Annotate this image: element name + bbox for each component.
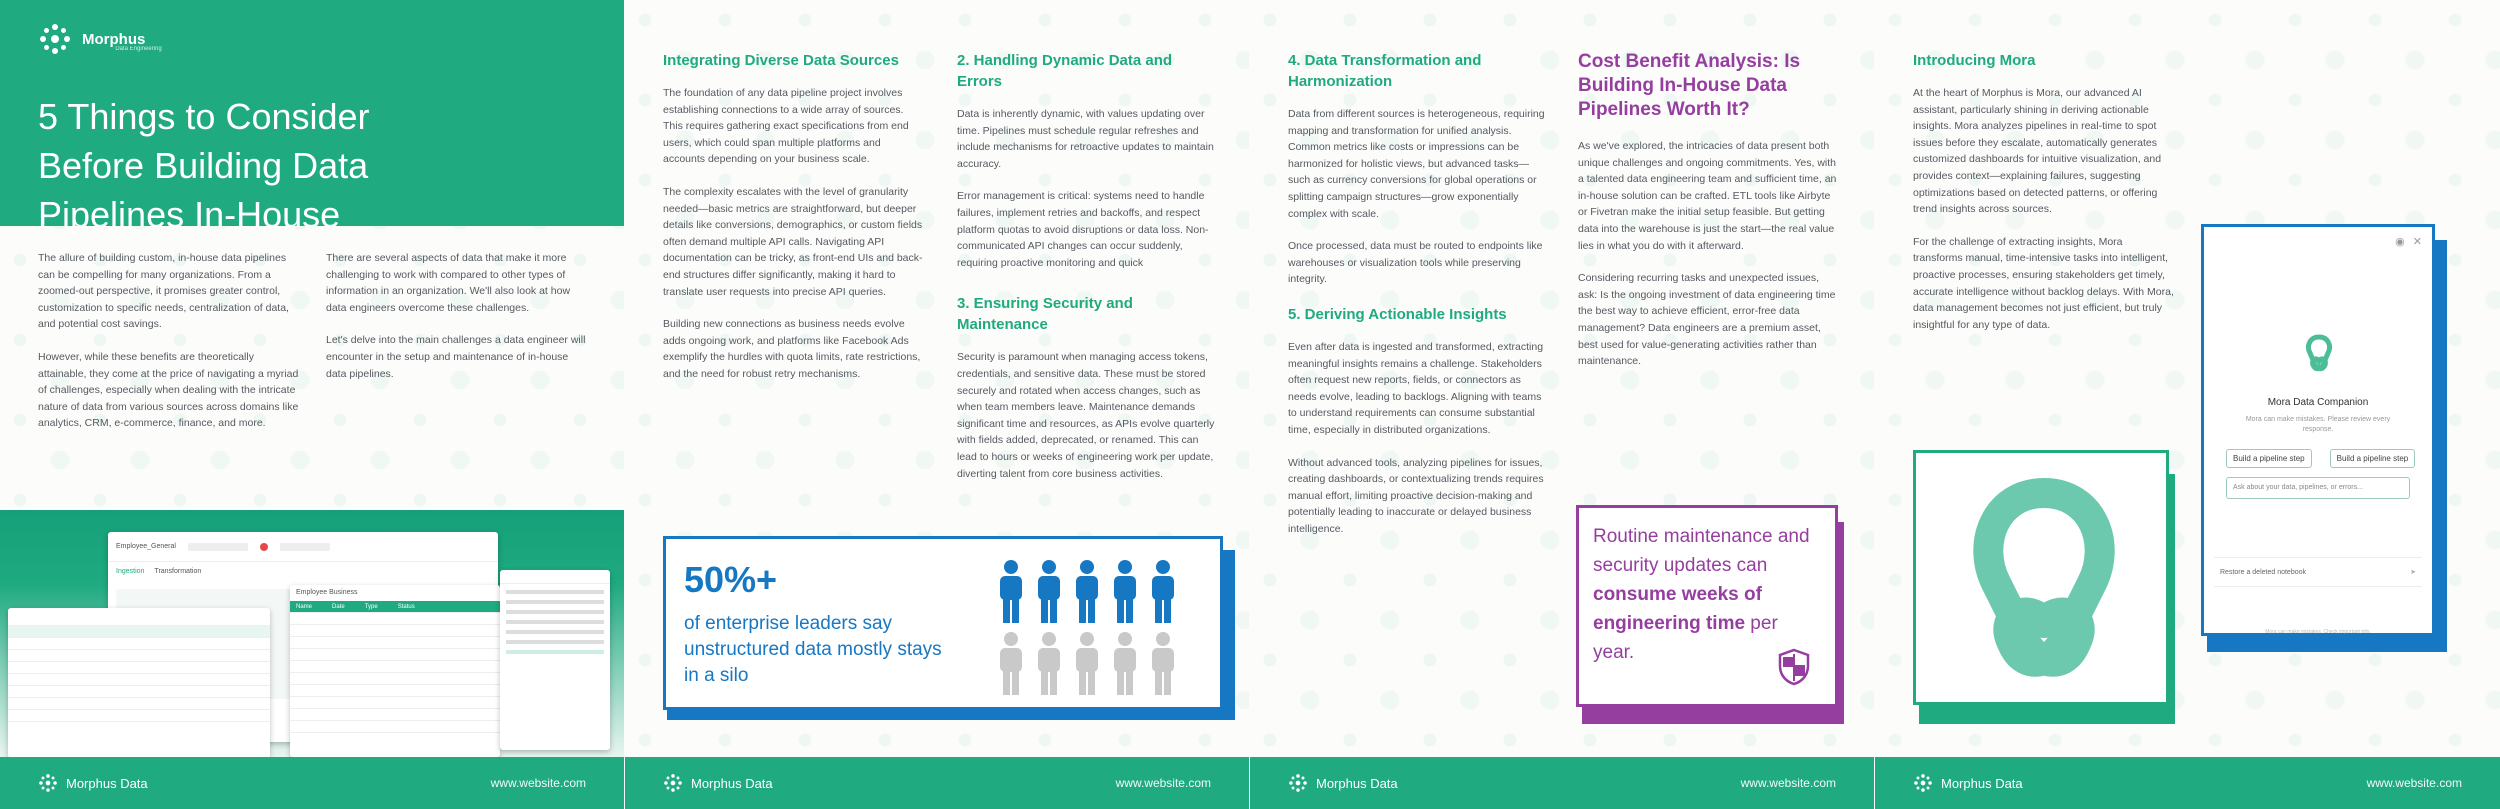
- footer-brand-label: Morphus Data: [66, 775, 148, 791]
- suggestion-button[interactable]: Build a pipeline step: [2330, 449, 2416, 468]
- mora-companion-panel: [2201, 224, 2435, 636]
- intro-paragraph: However, while these benefits are theoretically attainable, they come at the price of navigating a myriad of challenges, especially when dealing with the intricate nature of data from various sources across domains like analytics, CRM, e-commerce, finance, and more.: [38, 350, 299, 430]
- footer: [1250, 757, 1874, 809]
- intro-right: [326, 250, 588, 398]
- cover-hero: [0, 0, 624, 235]
- mock-col: Name: [296, 603, 313, 610]
- stat-value: 50%+: [684, 559, 778, 600]
- callout-post: per year.: [1593, 613, 1778, 663]
- mock-table-title: Employee Business: [296, 589, 358, 596]
- mora-art: [1913, 450, 2169, 705]
- footer-brand: [663, 773, 773, 793]
- companion-title: Mora Data Companion: [2267, 397, 2369, 408]
- panel-cover: [0, 0, 624, 809]
- section-title: 5. Deriving Actionable Insights: [1288, 305, 1507, 323]
- footer-brand-label: Morphus Data: [1941, 775, 2023, 791]
- section-transformation: [1288, 50, 1550, 553]
- callout-pre: Routine maintenance and security updates can: [1593, 526, 1810, 576]
- section-paragraph: Once processed, data must be routed to endpoints like warehouses or visualization tools while preserving integrity.: [1288, 240, 1543, 286]
- morphus-logo-icon: [38, 22, 72, 56]
- eye-icon[interactable]: ◉: [2395, 236, 2405, 248]
- footer-url[interactable]: www.website.com: [2366, 776, 2462, 790]
- mock-tab: Ingestion: [116, 568, 145, 575]
- person-icon: [1110, 631, 1140, 697]
- section-paragraph: Considering recurring tasks and unexpected issues, ask: Is the ongoing investment of data engineering time the best way to achieve efficient, error-free data management? Data engineers are a premium asset, best used for value-generating activities rather than maintenance.: [1578, 272, 1836, 368]
- person-icon-highlighted: [1072, 559, 1102, 625]
- suggestion-button[interactable]: Build a pipeline step: [2226, 449, 2312, 468]
- callout-text: [1593, 522, 1821, 667]
- footer: [0, 757, 624, 809]
- footer: [625, 757, 1249, 809]
- person-icon: [1034, 631, 1064, 697]
- companion-subtitle: Mora can make mistakes. Please review every response.: [2245, 416, 2391, 433]
- mock-col: Type: [364, 603, 378, 610]
- footer-brand: [1288, 773, 1398, 793]
- cba-title: Cost Benefit Analysis: Is Building In-House Data Pipelines Worth It?: [1578, 51, 1801, 120]
- morphus-logo-icon: [38, 773, 58, 793]
- section-paragraph: Data is inherently dynamic, with values updating over time. Pipelines must schedule regular refreshes and include mechanisms for retroactive updates to maintain accuracy.: [957, 108, 1214, 170]
- section-title: Introducing Mora: [1913, 52, 2036, 69]
- section-dynamic: [957, 50, 1219, 498]
- footer: [1875, 757, 2500, 809]
- section-title: Integrating Diverse Data Sources: [663, 52, 899, 69]
- footer-brand-label: Morphus Data: [691, 775, 773, 791]
- mora-logo-icon: [1916, 453, 2169, 705]
- footer-brand: [38, 773, 148, 793]
- stat-box: [663, 536, 1223, 710]
- mock-window-left: [8, 608, 270, 757]
- footer-url[interactable]: www.website.com: [1740, 776, 1836, 790]
- person-icon-highlighted: [1110, 559, 1140, 625]
- person-icon: [1072, 631, 1102, 697]
- morphus-logo-icon: [1913, 773, 1933, 793]
- section-mora: [1913, 50, 2175, 349]
- intro-left: [38, 250, 300, 448]
- section-paragraph: Even after data is ingested and transformed, extracting meaningful insights remains a challenge. Stakeholders often request new reports, fields, or connectors as needs evolve, leading to backlogs. Aligning with teams to understand requirements can consume substantial time, especially in distributed organizations.: [1288, 340, 1544, 436]
- section-paragraph: Data from different sources is heterogeneous, requiring mapping and transformation for unified analysis. Common metrics like costs or impressions can be harmonized for holistic views, but advanced tasks—such as currency conversions for global operations or splitting campaign structures—grow exponentially complex with scale.: [1288, 108, 1545, 220]
- section-cost-benefit: [1578, 50, 1840, 386]
- mock-window-chat: [500, 570, 610, 750]
- people-grid: [996, 559, 1196, 699]
- section-paragraph: Building new connections as business needs evolve adds ongoing work, and platforms like Facebook Ads exemplify the hurdles with quota limits, rate restrictions, and the need for robust retry mechanisms.: [663, 318, 921, 380]
- shield-icon: [1777, 648, 1811, 686]
- intro-paragraph: Let's delve into the main challenges a data engineer will encounter in the setup and maintenance of in-house data pipelines.: [326, 334, 586, 380]
- mock-col: Date: [332, 603, 345, 610]
- stat-text: of enterprise leaders say unstructured data mostly stays in a silo: [684, 613, 942, 686]
- mock-account: Employee_General: [116, 543, 176, 550]
- section-paragraph: Security is paramount when managing access tokens, credentials, and sensitive data. These must be stored securely and rotated when access changes, such as when team members leave. Maintenance demands significant time and resources, as APIs evolve quarterly with fields added, deprecated, or renamed. This can lead to hours or weeks of engineering work per update, diverting talent from core business activities.: [957, 351, 1215, 480]
- panel-challenges-2: [1250, 0, 1874, 809]
- section-paragraph: The complexity escalates with the level of granularity needed—basic metrics are straightforward, but deeper details like conversions, demographics, or custom fields often demand multiple API calls. Navigating API documentation can be tricky, as front-end UIs and back-end structures differ significantly, making it hard to translate user requests into precise API queries.: [663, 185, 923, 298]
- product-screenshot: [0, 510, 624, 757]
- close-icon[interactable]: ✕: [2412, 236, 2422, 248]
- section-paragraph: For the challenge of extracting insights, Mora transforms manual, time-intensive tasks into intelligent, proactive processes, ensuring stakeholders get timely, accurate intelligence without backlog delays. With Mora, data management becomes not just efficient, but truly insightful for any type of data.: [1913, 235, 2174, 331]
- companion-input[interactable]: Ask about your data, pipelines, or errors...: [2226, 477, 2410, 499]
- brand-tag: Data Engineering: [115, 46, 162, 52]
- footer-input-text: Restore a deleted notebook: [2220, 568, 2307, 576]
- section-integrating: [663, 50, 925, 399]
- brand-logo: [38, 22, 586, 56]
- callout-box: [1576, 505, 1838, 707]
- send-icon[interactable]: ➤: [2410, 569, 2416, 576]
- section-paragraph: Error management is critical: systems need to handle failures, implement retries and backoffs, and respect platform quotas to avoid disruptions or data loss. Non-communicated API changes can occur suddenly, requiring proactive monitoring and quick: [957, 190, 1209, 269]
- mock-col: Status: [397, 603, 415, 610]
- panel-mora: [1875, 0, 2500, 809]
- section-title: 2. Handling Dynamic Data and Errors: [957, 52, 1173, 90]
- mock-window-table: [290, 585, 500, 757]
- intro-paragraph: There are several aspects of data that make it more challenging to work with compared to other types of information in an organization. We'll also look at how data engineers overcome these challenges.: [326, 252, 571, 314]
- section-paragraph: At the heart of Morphus is Mora, our advanced AI assistant, particularly shining in deriving actionable insights. Mora analyzes pipelines in real-time to spot issues before they escalate, automatically generates customized dashboards for intuitive visualization, and provides context—explaining failures, suggesting optimizations based on detected patterns, or offering trend insights across sources.: [1913, 87, 2162, 216]
- page-title: 5 Things to Consider Before Building Data Pipelines In-House: [38, 96, 370, 235]
- person-icon-highlighted: [1148, 559, 1178, 625]
- footer-brand: [1913, 773, 2023, 793]
- person-icon-highlighted: [1034, 559, 1064, 625]
- section-paragraph: The foundation of any data pipeline project involves establishing connections to a wide array of sources. This requires gathering exact specifications from end users, which could span multiple platforms and accounts depending on your business scale.: [663, 87, 909, 166]
- brand-name: Morphus: [82, 30, 146, 48]
- person-icon-highlighted: [996, 559, 1026, 625]
- section-paragraph: As we've explored, the intricacies of data present both unique challenges and ongoing commitments. Yes, with a talented data engineering team and sufficient time, an in-house solution can be crafted. ETL tools like Airbyte or Fivetran make the initial setup feasible. But getting data into the warehouse is just the start—the real value lies in what you do with it afterward.: [1578, 140, 1837, 252]
- section-title: 4. Data Transformation and Harmonization: [1288, 52, 1482, 90]
- morphus-logo-icon: [663, 773, 683, 793]
- companion-footer-input[interactable]: [2214, 557, 2422, 587]
- panel-challenges-1: [625, 0, 1249, 809]
- footer-brand-label: Morphus Data: [1316, 775, 1398, 791]
- callout-bold: consume weeks of engineering time: [1593, 584, 1762, 634]
- section-title: 3. Ensuring Security and Maintenance: [957, 295, 1133, 334]
- footer-url[interactable]: www.website.com: [490, 776, 586, 790]
- footer-url[interactable]: www.website.com: [1115, 776, 1211, 790]
- companion-disclaimer: Mora can make mistakes. Check important info.: [2265, 629, 2371, 635]
- person-icon: [1148, 631, 1178, 697]
- mock-tab: Transformation: [154, 568, 202, 575]
- morphus-logo-icon: [1288, 773, 1308, 793]
- intro-paragraph: The allure of building custom, in-house data pipelines can be compelling for many organizations. From a zoomed-out perspective, it promises greater control, customization to specific needs, centralization of data, and potential cost savings.: [38, 252, 289, 331]
- mora-logo-icon: [2296, 331, 2342, 377]
- person-icon: [996, 631, 1026, 697]
- section-paragraph: Without advanced tools, analyzing pipelines for issues, creating dashboards, or contextualizing trends requires manual effort, limiting proactive decision-making and potentially leading to inaccurate or delayed business intelligence.: [1288, 456, 1544, 535]
